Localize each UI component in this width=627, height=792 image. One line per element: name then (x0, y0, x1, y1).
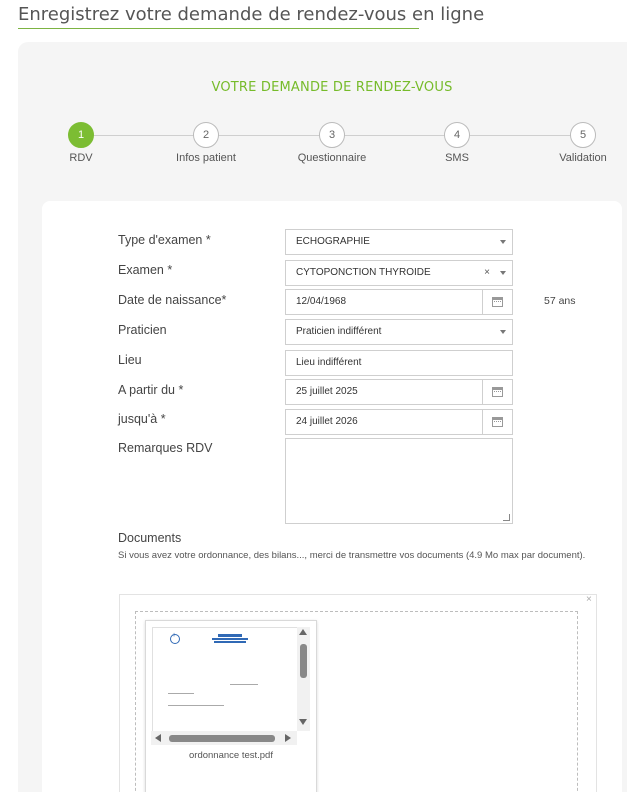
a-partir-du-label: A partir du * (118, 383, 184, 397)
step-4-label: SMS (445, 152, 469, 164)
page-title: Enregistrez votre demande de rendez-vous en ligne (18, 4, 485, 25)
step-2-circle: 2 (193, 122, 219, 148)
calendar-icon (492, 417, 503, 427)
step-3-label: Questionnaire (297, 152, 367, 164)
chevron-down-icon (500, 240, 506, 244)
date-naissance-calendar-button[interactable] (482, 290, 512, 314)
praticien-label: Praticien (118, 323, 167, 337)
jusqu-a-input[interactable] (285, 409, 513, 435)
step-1-circle: 1 (68, 122, 94, 148)
step-4-circle: 4 (444, 122, 470, 148)
lieu-select[interactable] (285, 350, 513, 376)
a-partir-du-input[interactable] (285, 379, 513, 405)
age-text: 57 ans (544, 295, 576, 307)
document-header-graphic (210, 634, 250, 643)
date-naissance-label: Date de naissance* (118, 293, 227, 307)
documents-title: Documents (118, 531, 182, 545)
calendar-icon (492, 387, 503, 397)
remarques-label: Remarques RDV (118, 441, 213, 455)
examen-select[interactable] (285, 260, 513, 286)
scroll-down-icon[interactable] (299, 719, 307, 725)
examen-label: Examen * (118, 263, 173, 277)
praticien-select[interactable] (285, 319, 513, 345)
step-2-label: Infos patient (176, 152, 236, 164)
documents-description: Si vous avez votre ordonnance, des bilans..., merci de transmettre vos documents (4.9 Mo max par document). (118, 550, 586, 561)
step-3-circle: 3 (319, 122, 345, 148)
chevron-down-icon (500, 330, 506, 334)
scroll-left-icon[interactable] (155, 734, 161, 742)
step-5-circle: 5 (570, 122, 596, 148)
scroll-right-icon[interactable] (285, 734, 291, 742)
a-partir-du-value: 25 juillet 2025 (296, 386, 358, 397)
form-title: VOTRE DEMANDE DE RENDEZ-VOUS (211, 80, 453, 95)
file-name: ordonnance test.pdf (189, 750, 273, 761)
examen-value: CYTOPONCTION THYROIDE (296, 267, 431, 278)
medical-logo-icon (170, 634, 180, 644)
lieu-value: Lieu indifférent (296, 357, 362, 368)
document-text-line (230, 684, 258, 685)
document-text-line (168, 705, 224, 706)
title-underline (18, 28, 419, 29)
jusqu-a-label: jusqu'à * (118, 412, 166, 426)
jusqu-a-value: 24 juillet 2026 (296, 416, 358, 427)
type-examen-select[interactable] (285, 229, 513, 255)
scroll-up-icon[interactable] (299, 629, 307, 635)
step-1-label: RDV (69, 152, 93, 164)
date-naissance-input[interactable] (285, 289, 513, 315)
preview-vertical-scrollbar[interactable] (297, 627, 310, 731)
close-icon[interactable]: × (484, 267, 490, 278)
calendar-icon (492, 297, 503, 307)
type-examen-label: Type d'examen * (118, 233, 211, 247)
remarques-textarea[interactable] (285, 438, 513, 524)
a-partir-du-calendar-button[interactable] (482, 380, 512, 404)
type-examen-value: ECHOGRAPHIE (296, 236, 370, 247)
vertical-scroll-thumb[interactable] (300, 644, 307, 678)
praticien-value: Praticien indifférent (296, 326, 382, 337)
resize-handle-icon[interactable] (503, 514, 510, 521)
close-icon[interactable]: × (586, 594, 592, 605)
document-text-line (168, 693, 194, 694)
lieu-label: Lieu (118, 353, 142, 367)
step-5-label: Validation (559, 152, 607, 164)
jusqu-a-calendar-button[interactable] (482, 410, 512, 434)
horizontal-scroll-thumb[interactable] (169, 735, 275, 742)
chevron-down-icon (500, 271, 506, 275)
date-naissance-value: 12/04/1968 (296, 296, 347, 307)
